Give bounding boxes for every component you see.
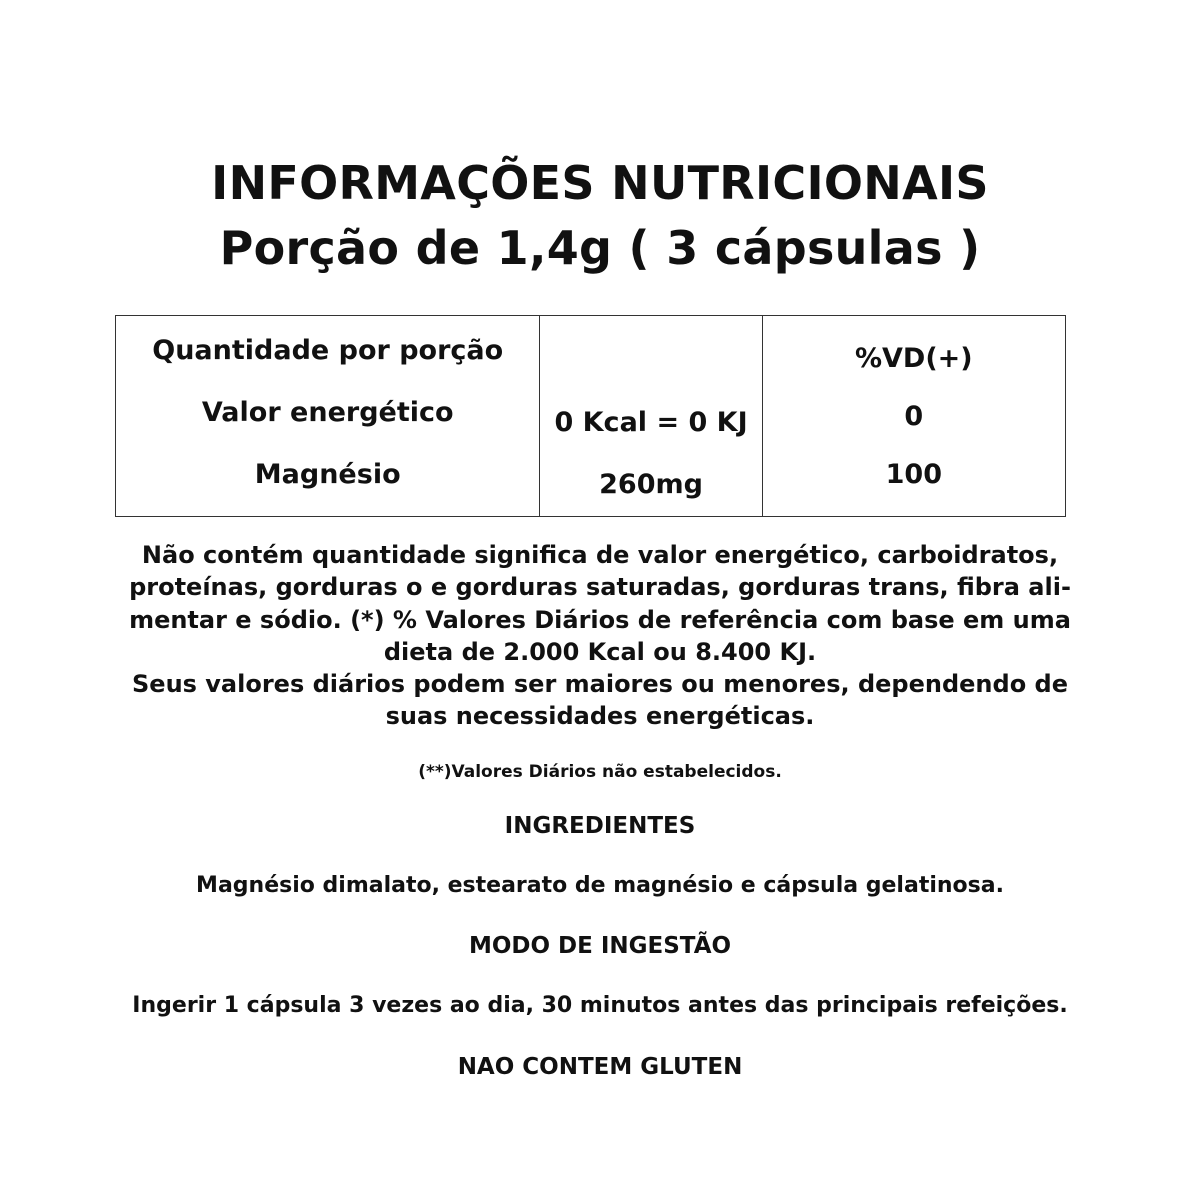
disclaimer-line: Seus valores diários podem ser maiores ou menores, dependendo de <box>132 670 1068 699</box>
magnesium-label: Magnésio <box>254 459 401 490</box>
energy-value-label: Valor energético <box>201 397 454 428</box>
page-title: INFORMAÇÕES NUTRICIONAIS <box>211 156 989 210</box>
magnesium-daily-value: 100 <box>885 459 943 490</box>
magnesium-amount: 260mg <box>599 469 703 500</box>
serving-size-title: Porção de 1,4g ( 3 cápsulas ) <box>219 221 981 275</box>
energy-amount: 0 Kcal = 0 KJ <box>554 407 748 438</box>
amounts-cell <box>540 316 762 517</box>
disclaimer-line: dieta de 2.000 Kcal ou 8.400 KJ. <box>383 637 817 666</box>
disclaimer-line: proteínas, gorduras o e gorduras saturadas, gorduras trans, fibra ali- <box>129 573 1071 602</box>
disclaimer-line: mentar e sódio. (*) % Valores Diários de referência com base em uma <box>129 605 1071 634</box>
daily-value-cell <box>762 316 1065 517</box>
mode-heading: MODO DE INGESTÃO <box>468 933 732 959</box>
table-row <box>116 316 1066 517</box>
daily-value-header: %VD(+) <box>854 343 973 374</box>
nutrient-names-cell <box>116 316 540 517</box>
ingredients-text: Magnésio dimalato, estearato de magnésio e cápsula gelatinosa. <box>196 873 1004 898</box>
quantity-per-serving-label: Quantidade por porção <box>152 335 504 366</box>
disclaimer-line: Não contém quantidade significa de valor energético, carboidratos, <box>141 541 1059 569</box>
disclaimer-line: suas necessidades energéticas. <box>385 702 815 731</box>
nutrition-table <box>115 315 1066 517</box>
footnote: (**)Valores Diários não estabelecidos. <box>418 762 782 782</box>
energy-daily-value: 0 <box>904 401 924 432</box>
amount-header <box>540 320 761 382</box>
ingredients-heading: INGREDIENTES <box>504 813 696 839</box>
mode-text: Ingerir 1 cápsula 3 vezes ao dia, 30 minutos antes das principais refeições. <box>132 993 1068 1018</box>
gluten-notice: NAO CONTEM GLUTEN <box>457 1054 743 1080</box>
disclaimer-paragraph <box>100 539 1100 733</box>
